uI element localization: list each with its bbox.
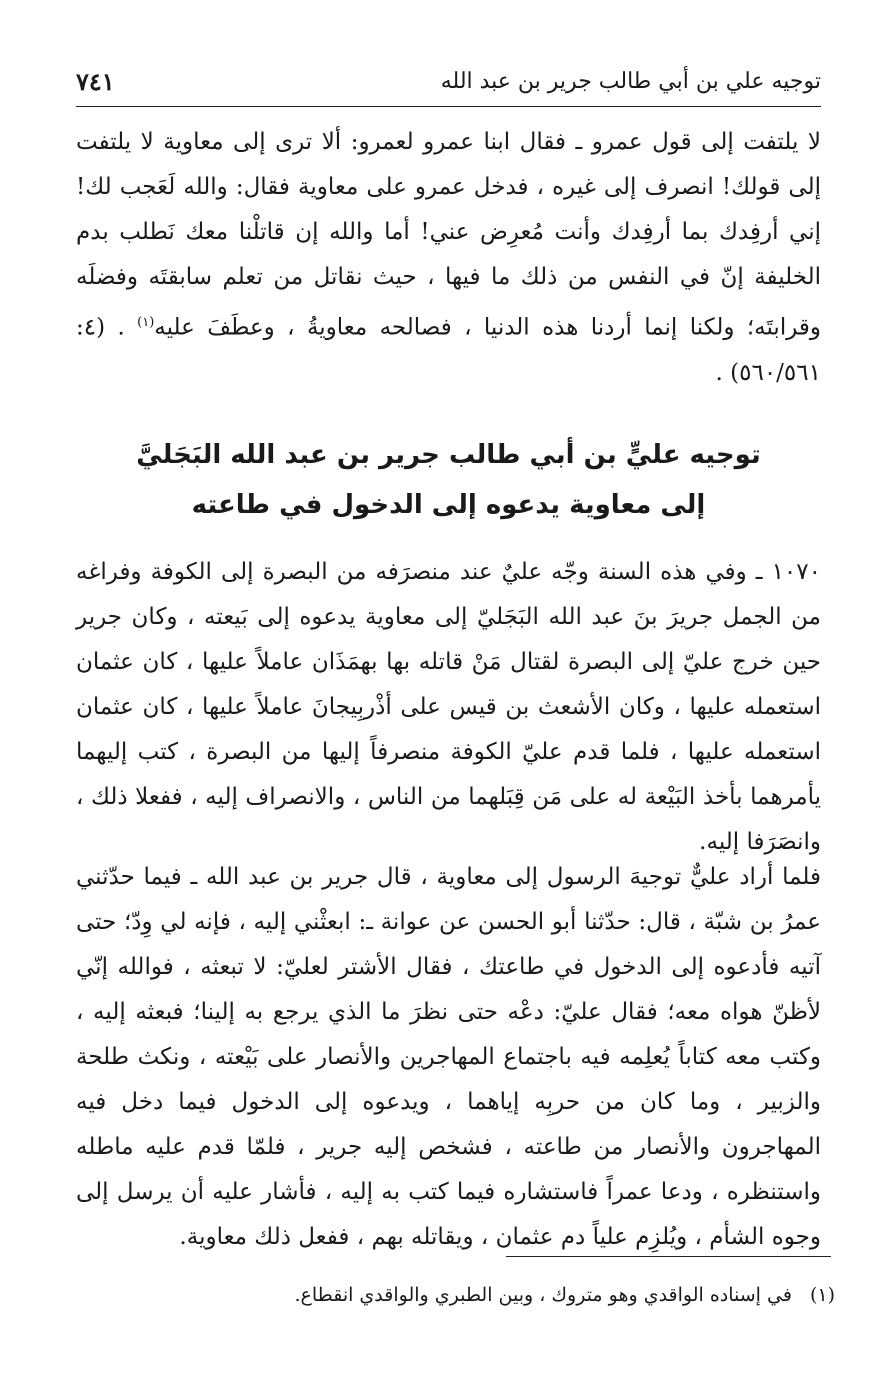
- footnote-reference: (١): [137, 315, 155, 330]
- paragraph-1070: [76, 550, 821, 865]
- paragraph-continued: [76, 120, 821, 396]
- header-divider: [76, 106, 821, 107]
- footnote-mark: (١): [809, 1284, 835, 1306]
- paragraph-text: ١٠٧٠ ـ وفي هذه السنة وجّه عليٌ عند منصرَفه من البصرة إلى الكوفة وفراغه من الجمل جريرَ بنَ عبد الله البَجَليّ إلى معاوية يدعوه إلى بَيعته ، وكان جرير حين خرج عليّ إلى البصرة لقتال مَنْ قاتله بها بهمَذَان عاملاً عليها ، كان عثمان استعمله عليها ، وكان الأشعث بن قيس على أذْربِيجانَ عاملاً عليها ، كان عثمان استعمله عليها ، فلما قدم عليّ الكوفة منصرفاً إليها من البصرة ، كتب إليهما يأمرهما بأخذ البَيْعة له على مَن قِبَلهما من الناس ، والانصراف إليه ، ففعلا ذلك ، وانصَرَفا إليه.: [76, 559, 821, 855]
- source-citation: . (٤: ٥٦٠/٥٦١) .: [76, 314, 821, 386]
- footnote-divider: [506, 1256, 831, 1257]
- paragraph-envoy: [76, 855, 821, 1260]
- paragraph-text: فلما أراد عليٌّ توجيهَ الرسول إلى معاوية ، قال جرير بن عبد الله ـ فيما حدّثني عمرُ بن شبّة ، قال: حدّثنا أبو الحسن عن عوانة ـ: ابعثْني إليه ، فإنه لي وِدّ؛ حتى آتيه فأدعوه إلى الدخول في طاعتك ، فقال الأشتر لعليّ: لا تبعثه ، فوالله إنّي لأظنّ هواه معه؛ فقال عليّ: دعْه حتى نظرَ ما الذي يرجع به إلينا؛ فبعثه إليه ، وكتب معه كتاباً يُعلِمه فيه باجتماع المهاجرين والأنصار على بَيْعته ، ونكث طلحة والزبير ، وما كان من حربِه إياهما ، ويدعوه إلى الدخول فيما دخل فيه المهاجرون والأنصار من طاعته ، فشخص إليه جرير ، فلمّا قدم عليه ماطله واستنظره ، ودعا عمراً فاستشاره فيما كتب به إليه ، فأشار عليه أن يرسل إلى وجوه الشأم ، ويُلزِم علياً دم عثمان ، ويقاتله بهم ، ففعل ذلك معاوية.: [76, 864, 821, 1250]
- section-heading: [76, 430, 821, 530]
- page-number: ٧٤١: [76, 67, 115, 96]
- footnote-text: في إسناده الواقدي وهو متروك ، وبين الطبري والواقدي انقطاع.: [294, 1284, 792, 1306]
- running-title: توجيه علي بن أبي طالب جرير بن عبد الله: [440, 69, 821, 94]
- footnote: [76, 1280, 835, 1310]
- heading-line-2: إلى معاوية يدعوه إلى الدخول في طاعته: [191, 490, 706, 520]
- heading-line-1: توجيه عليٍّ بن أبي طالب جرير بن عبد الله البَجَليَّ: [136, 440, 761, 470]
- paragraph-text: لا يلتفت إلى قول عمرو ـ فقال ابنا عمرو لعمرو: ألا ترى إلى معاوية لا يلتفت إلى قولك! انصرف إلى غيره ، فدخل عمرو على معاوية فقال: والله لَعَجب لك! إني أرفِدك بما أرفِدك وأنت مُعرِض عني! أما والله إن قاتلْنا معك نَطلب بدم الخليفة إنّ في النفس من ذلك ما فيها ، حيث نقاتل من تعلم سابقتَه وفضلَه وقرابتَه؛ ولكنا إنما أردنا هذه الدنيا ، فصالحه معاويةُ ، وعطَفَ عليه: [76, 129, 821, 341]
- running-header: [76, 62, 821, 102]
